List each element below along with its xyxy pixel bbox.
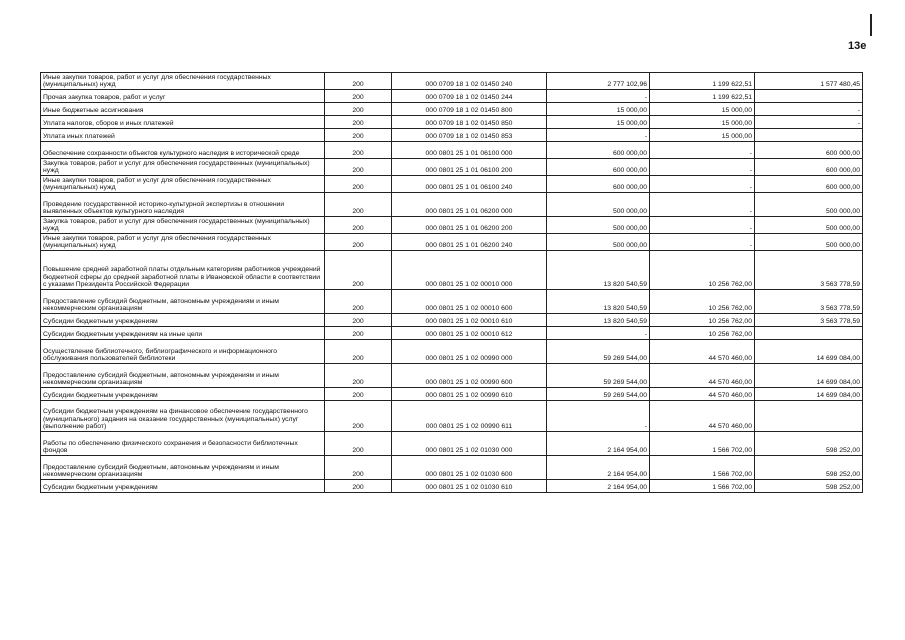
row-name-cell: Обеспечение сохранности объектов культурного наследия в исторической среде xyxy=(41,142,325,159)
row-sum-cell: 44 570 460,00 xyxy=(650,364,755,388)
row-sum-cell: 10 256 762,00 xyxy=(650,290,755,314)
row-rz-cell: 200 xyxy=(325,314,392,327)
row-code-cell: 000 0801 25 1 02 01030 610 xyxy=(392,480,547,493)
row-sum-cell: 2 164 954,00 xyxy=(547,480,650,493)
row-rz-cell: 200 xyxy=(325,73,392,90)
row-name-cell: Повышение средней заработной платы отдельным категориям работников учреждений бюджетной сферы до средней заработной платы в Ивановской области в соответствии с указами Президента Российской Федерации xyxy=(41,251,325,290)
row-rz-cell: 200 xyxy=(325,401,392,432)
row-rz-cell: 200 xyxy=(325,290,392,314)
row-sum-cell: 1 199 622,51 xyxy=(650,73,755,90)
table-row xyxy=(41,314,863,327)
row-rz-cell: 200 xyxy=(325,116,392,129)
row-sum-cell: - xyxy=(650,193,755,217)
row-name-cell: Прочая закупка товаров, работ и услуг xyxy=(41,90,325,103)
row-name-cell: Иные закупки товаров, работ и услуг для обеспечения государственных (муниципальных) нужд xyxy=(41,234,325,251)
row-name-cell: Проведение государственной историко-культурной экспертизы в отношении выявленных объектов культурного наследия xyxy=(41,193,325,217)
row-sum-cell: 500 000,00 xyxy=(547,193,650,217)
table-row xyxy=(41,90,863,103)
row-code-cell: 000 0709 18 1 02 01450 244 xyxy=(392,90,547,103)
table-row xyxy=(41,129,863,142)
row-name-cell: Иные закупки товаров, работ и услуг для обеспечения государственных (муниципальных) нужд xyxy=(41,73,325,90)
row-sum-cell: - xyxy=(650,159,755,176)
row-rz-cell: 200 xyxy=(325,480,392,493)
row-sum-cell: 10 256 762,00 xyxy=(650,251,755,290)
row-sum-cell: 13 820 540,59 xyxy=(547,251,650,290)
page-number: 13е xyxy=(848,40,867,52)
row-code-cell: 000 0801 25 1 01 06100 240 xyxy=(392,176,547,193)
row-sum-cell: 2 164 954,00 xyxy=(547,432,650,456)
row-name-cell: Предоставление субсидий бюджетным, автономным учреждениям и иным некоммерческим организациям xyxy=(41,456,325,480)
row-name-cell: Закупка товаров, работ и услуг для обеспечения государственных (муниципальных) нужд xyxy=(41,159,325,176)
row-sum-cell: 14 699 084,00 xyxy=(755,388,863,401)
row-code-cell: 000 0801 25 1 02 01030 000 xyxy=(392,432,547,456)
row-sum-cell: 15 000,00 xyxy=(650,103,755,116)
row-rz-cell: 200 xyxy=(325,142,392,159)
row-rz-cell: 200 xyxy=(325,340,392,364)
table-row xyxy=(41,116,863,129)
row-name-cell: Иные закупки товаров, работ и услуг для обеспечения государственных (муниципальных) нужд xyxy=(41,176,325,193)
row-code-cell: 000 0801 25 1 01 06200 200 xyxy=(392,217,547,234)
row-sum-cell: - xyxy=(650,176,755,193)
row-sum-cell: - xyxy=(650,142,755,159)
row-code-cell: 000 0801 25 1 02 00010 610 xyxy=(392,314,547,327)
row-sum-cell: 600 000,00 xyxy=(755,142,863,159)
row-code-cell: 000 0801 25 1 02 00010 000 xyxy=(392,251,547,290)
row-sum-cell: 598 252,00 xyxy=(755,480,863,493)
row-rz-cell: 200 xyxy=(325,456,392,480)
row-name-cell: Работы по обеспечению физического сохранения и безопасности библиотечных фондов xyxy=(41,432,325,456)
row-sum-cell: 10 256 762,00 xyxy=(650,314,755,327)
row-sum-cell: 600 000,00 xyxy=(547,142,650,159)
row-rz-cell: 200 xyxy=(325,234,392,251)
row-rz-cell: 200 xyxy=(325,388,392,401)
row-code-cell: 000 0709 18 1 02 01450 240 xyxy=(392,73,547,90)
row-sum-cell: - xyxy=(547,327,650,340)
row-sum-cell: 15 000,00 xyxy=(650,129,755,142)
row-code-cell: 000 0801 25 1 02 01030 600 xyxy=(392,456,547,480)
row-sum-cell: 600 000,00 xyxy=(755,176,863,193)
row-sum-cell: 2 777 102,96 xyxy=(547,73,650,90)
row-rz-cell: 200 xyxy=(325,432,392,456)
row-sum-cell: 3 563 778,59 xyxy=(755,314,863,327)
table-row xyxy=(41,73,863,90)
row-code-cell: 000 0801 25 1 01 06100 000 xyxy=(392,142,547,159)
table-row xyxy=(41,103,863,116)
row-name-cell: Субсидии бюджетным учреждениям xyxy=(41,388,325,401)
row-name-cell: Осуществление библиотечного, библиографического и информационного обслуживания пользователей библиотеки xyxy=(41,340,325,364)
row-code-cell: 000 0801 25 1 02 00990 610 xyxy=(392,388,547,401)
table-row xyxy=(41,234,863,251)
row-sum-cell: - xyxy=(650,234,755,251)
table-row xyxy=(41,251,863,290)
row-rz-cell: 200 xyxy=(325,364,392,388)
row-rz-cell: 200 xyxy=(325,251,392,290)
row-sum-cell: - xyxy=(755,103,863,116)
budget-table xyxy=(40,72,863,493)
row-sum-cell: 13 820 540,59 xyxy=(547,314,650,327)
table-row xyxy=(41,327,863,340)
row-sum-cell: 500 000,00 xyxy=(755,234,863,251)
row-rz-cell: 200 xyxy=(325,103,392,116)
row-sum-cell xyxy=(755,90,863,103)
row-name-cell: Субсидии бюджетным учреждениям xyxy=(41,480,325,493)
row-code-cell: 000 0801 25 1 01 06200 240 xyxy=(392,234,547,251)
row-sum-cell: 1 566 702,00 xyxy=(650,432,755,456)
row-sum-cell xyxy=(755,327,863,340)
row-name-cell: Иные бюджетные ассигнования xyxy=(41,103,325,116)
row-sum-cell: 2 164 954,00 xyxy=(547,456,650,480)
row-name-cell: Уплата иных платежей xyxy=(41,129,325,142)
table-row xyxy=(41,193,863,217)
row-name-cell: Предоставление субсидий бюджетным, автономным учреждениям и иным некоммерческим организациям xyxy=(41,290,325,314)
row-code-cell: 000 0709 18 1 02 01450 800 xyxy=(392,103,547,116)
table-row xyxy=(41,290,863,314)
row-sum-cell: 600 000,00 xyxy=(547,159,650,176)
table-row xyxy=(41,217,863,234)
table-row xyxy=(41,432,863,456)
table-row xyxy=(41,388,863,401)
row-code-cell: 000 0801 25 1 02 00990 000 xyxy=(392,340,547,364)
row-rz-cell: 200 xyxy=(325,129,392,142)
row-sum-cell: 500 000,00 xyxy=(755,193,863,217)
row-sum-cell: 10 256 762,00 xyxy=(650,327,755,340)
row-sum-cell: 1 566 702,00 xyxy=(650,480,755,493)
row-sum-cell: 600 000,00 xyxy=(547,176,650,193)
row-sum-cell: - xyxy=(547,401,650,432)
row-rz-cell: 200 xyxy=(325,90,392,103)
row-sum-cell: 500 000,00 xyxy=(755,217,863,234)
table-row xyxy=(41,340,863,364)
row-code-cell: 000 0801 25 1 02 00990 611 xyxy=(392,401,547,432)
row-name-cell: Субсидии бюджетным учреждениям на иные цели xyxy=(41,327,325,340)
row-sum-cell: 14 699 084,00 xyxy=(755,340,863,364)
row-sum-cell: - xyxy=(547,129,650,142)
row-sum-cell: 59 269 544,00 xyxy=(547,388,650,401)
row-sum-cell: 1 577 480,45 xyxy=(755,73,863,90)
row-sum-cell: 44 570 460,00 xyxy=(650,401,755,432)
row-sum-cell: 15 000,00 xyxy=(547,116,650,129)
row-sum-cell: 598 252,00 xyxy=(755,432,863,456)
row-code-cell: 000 0801 25 1 02 00990 600 xyxy=(392,364,547,388)
row-sum-cell: 1 566 702,00 xyxy=(650,456,755,480)
row-sum-cell xyxy=(755,129,863,142)
row-code-cell: 000 0801 25 1 02 00010 600 xyxy=(392,290,547,314)
table-row xyxy=(41,159,863,176)
row-sum-cell xyxy=(755,401,863,432)
row-sum-cell: - xyxy=(650,217,755,234)
row-code-cell: 000 0801 25 1 02 00010 612 xyxy=(392,327,547,340)
row-rz-cell: 200 xyxy=(325,159,392,176)
row-name-cell: Субсидии бюджетным учреждениям на финансовое обеспечение государственного (муниципального) задания на оказание государственных (муниципальных) услуг (выполнение работ) xyxy=(41,401,325,432)
row-sum-cell: 44 570 460,00 xyxy=(650,388,755,401)
row-name-cell: Уплата налогов, сборов и иных платежей xyxy=(41,116,325,129)
table-row xyxy=(41,364,863,388)
row-code-cell: 000 0709 18 1 02 01450 850 xyxy=(392,116,547,129)
table-row xyxy=(41,480,863,493)
row-code-cell: 000 0801 25 1 01 06100 200 xyxy=(392,159,547,176)
row-name-cell: Закупка товаров, работ и услуг для обеспечения государственных (муниципальных) нужд xyxy=(41,217,325,234)
row-sum-cell: 3 563 778,59 xyxy=(755,290,863,314)
row-sum-cell: - xyxy=(755,116,863,129)
row-sum-cell: - xyxy=(547,90,650,103)
page-edge-mark xyxy=(870,14,872,36)
row-sum-cell: 600 000,00 xyxy=(755,159,863,176)
row-sum-cell: 59 269 544,00 xyxy=(547,364,650,388)
row-code-cell: 000 0801 25 1 01 06200 000 xyxy=(392,193,547,217)
row-rz-cell: 200 xyxy=(325,327,392,340)
row-rz-cell: 200 xyxy=(325,176,392,193)
row-sum-cell: 500 000,00 xyxy=(547,217,650,234)
row-rz-cell: 200 xyxy=(325,217,392,234)
row-sum-cell: 3 563 778,59 xyxy=(755,251,863,290)
table-row xyxy=(41,142,863,159)
row-name-cell: Предоставление субсидий бюджетным, автономным учреждениям и иным некоммерческим организациям xyxy=(41,364,325,388)
row-sum-cell: 1 199 622,51 xyxy=(650,90,755,103)
row-sum-cell: 500 000,00 xyxy=(547,234,650,251)
row-sum-cell: 13 820 540,59 xyxy=(547,290,650,314)
row-sum-cell: 15 000,00 xyxy=(547,103,650,116)
row-sum-cell: 44 570 460,00 xyxy=(650,340,755,364)
row-rz-cell: 200 xyxy=(325,193,392,217)
table-row xyxy=(41,176,863,193)
table-row xyxy=(41,401,863,432)
row-sum-cell: 15 000,00 xyxy=(650,116,755,129)
row-code-cell: 000 0709 18 1 02 01450 853 xyxy=(392,129,547,142)
row-sum-cell: 14 699 084,00 xyxy=(755,364,863,388)
row-sum-cell: 598 252,00 xyxy=(755,456,863,480)
row-sum-cell: 59 269 544,00 xyxy=(547,340,650,364)
table-row xyxy=(41,456,863,480)
row-name-cell: Субсидии бюджетным учреждениям xyxy=(41,314,325,327)
